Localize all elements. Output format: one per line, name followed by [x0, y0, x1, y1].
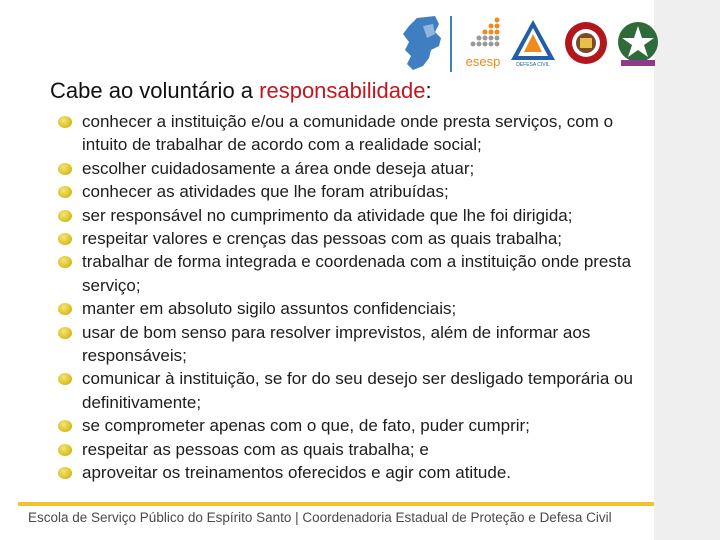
bullet-icon [58, 256, 72, 268]
list-item [58, 321, 658, 368]
list-item-text: conhecer as atividades que lhe foram atribuídas; [82, 182, 449, 202]
defesa-civil-logo-text: DEFESA CIVIL [516, 62, 550, 68]
list-item [58, 180, 658, 203]
list-item [58, 367, 658, 414]
right-margin-strip [654, 0, 720, 540]
list-item-text: usar de bom senso para resolver imprevistos, além de informar aos responsáveis; [82, 322, 591, 366]
title-emphasis: responsabilidade [259, 78, 426, 103]
list-item-text: conhecer a instituição e/ou a comunidade onde presta serviços, com o intuito de trabalhar de acordo com a realidade social; [82, 112, 614, 155]
list-item-text: aproveitar os treinamentos oferecidos e agir com atitude. [82, 463, 512, 483]
list-item-text: respeitar valores e crenças das pessoas com as quais trabalha; [82, 229, 563, 249]
page-title [50, 78, 432, 104]
list-item-text: ser responsável no cumprimento da atividade que lhe foi dirigida; [82, 205, 573, 225]
list-item [58, 227, 658, 250]
list-item-text: se comprometer apenas com o que, de fato, puder cumprir; [82, 416, 530, 436]
list-item [58, 204, 658, 227]
list-item-text: comunicar à instituição, se for do seu desejo ser desligado temporária ou definitivamente; [82, 369, 633, 412]
title-suffix: : [425, 78, 432, 103]
bullet-icon [58, 233, 72, 245]
bullet-icon [58, 420, 72, 432]
bullet-icon [58, 467, 72, 479]
list-item [58, 157, 658, 180]
title-prefix: Cabe ao voluntário a [50, 78, 260, 103]
espirito-santo-map-logo [395, 12, 455, 74]
list-item [58, 461, 658, 484]
bullet-icon [58, 327, 72, 339]
list-item-text: respeitar as pessoas com as quais trabalha; e [82, 439, 429, 459]
list-item [58, 414, 658, 437]
defesa-civil-logo [509, 18, 557, 68]
bullet-icon [58, 186, 72, 198]
footer-text: Escola de Serviço Público do Espírito Santo | Coordenadoria Estadual de Proteção e Defesa Civil [28, 510, 612, 525]
bullet-icon [58, 444, 72, 456]
list-item [58, 438, 658, 461]
bullet-icon [58, 303, 72, 315]
responsibilities-list [58, 110, 658, 485]
list-item [58, 297, 658, 320]
bullet-icon [58, 116, 72, 128]
footer-divider [18, 502, 654, 506]
list-item [58, 110, 658, 157]
bullet-icon [58, 373, 72, 385]
state-coat-of-arms [615, 16, 661, 70]
list-item-text: manter em absoluto sigilo assuntos confidenciais; [82, 299, 457, 319]
bullet-icon [58, 163, 72, 175]
fire-department-badge [563, 20, 609, 66]
esesp-logo [459, 14, 507, 74]
esesp-logo-text: esesp [465, 54, 501, 69]
list-item-text: escolher cuidadosamente a área onde deseja atuar; [82, 158, 475, 178]
bullet-icon [58, 210, 72, 222]
header-logos [395, 10, 665, 80]
list-item-text: trabalhar de forma integrada e coordenada com a instituição onde presta serviço; [82, 252, 632, 295]
list-item [58, 250, 658, 297]
